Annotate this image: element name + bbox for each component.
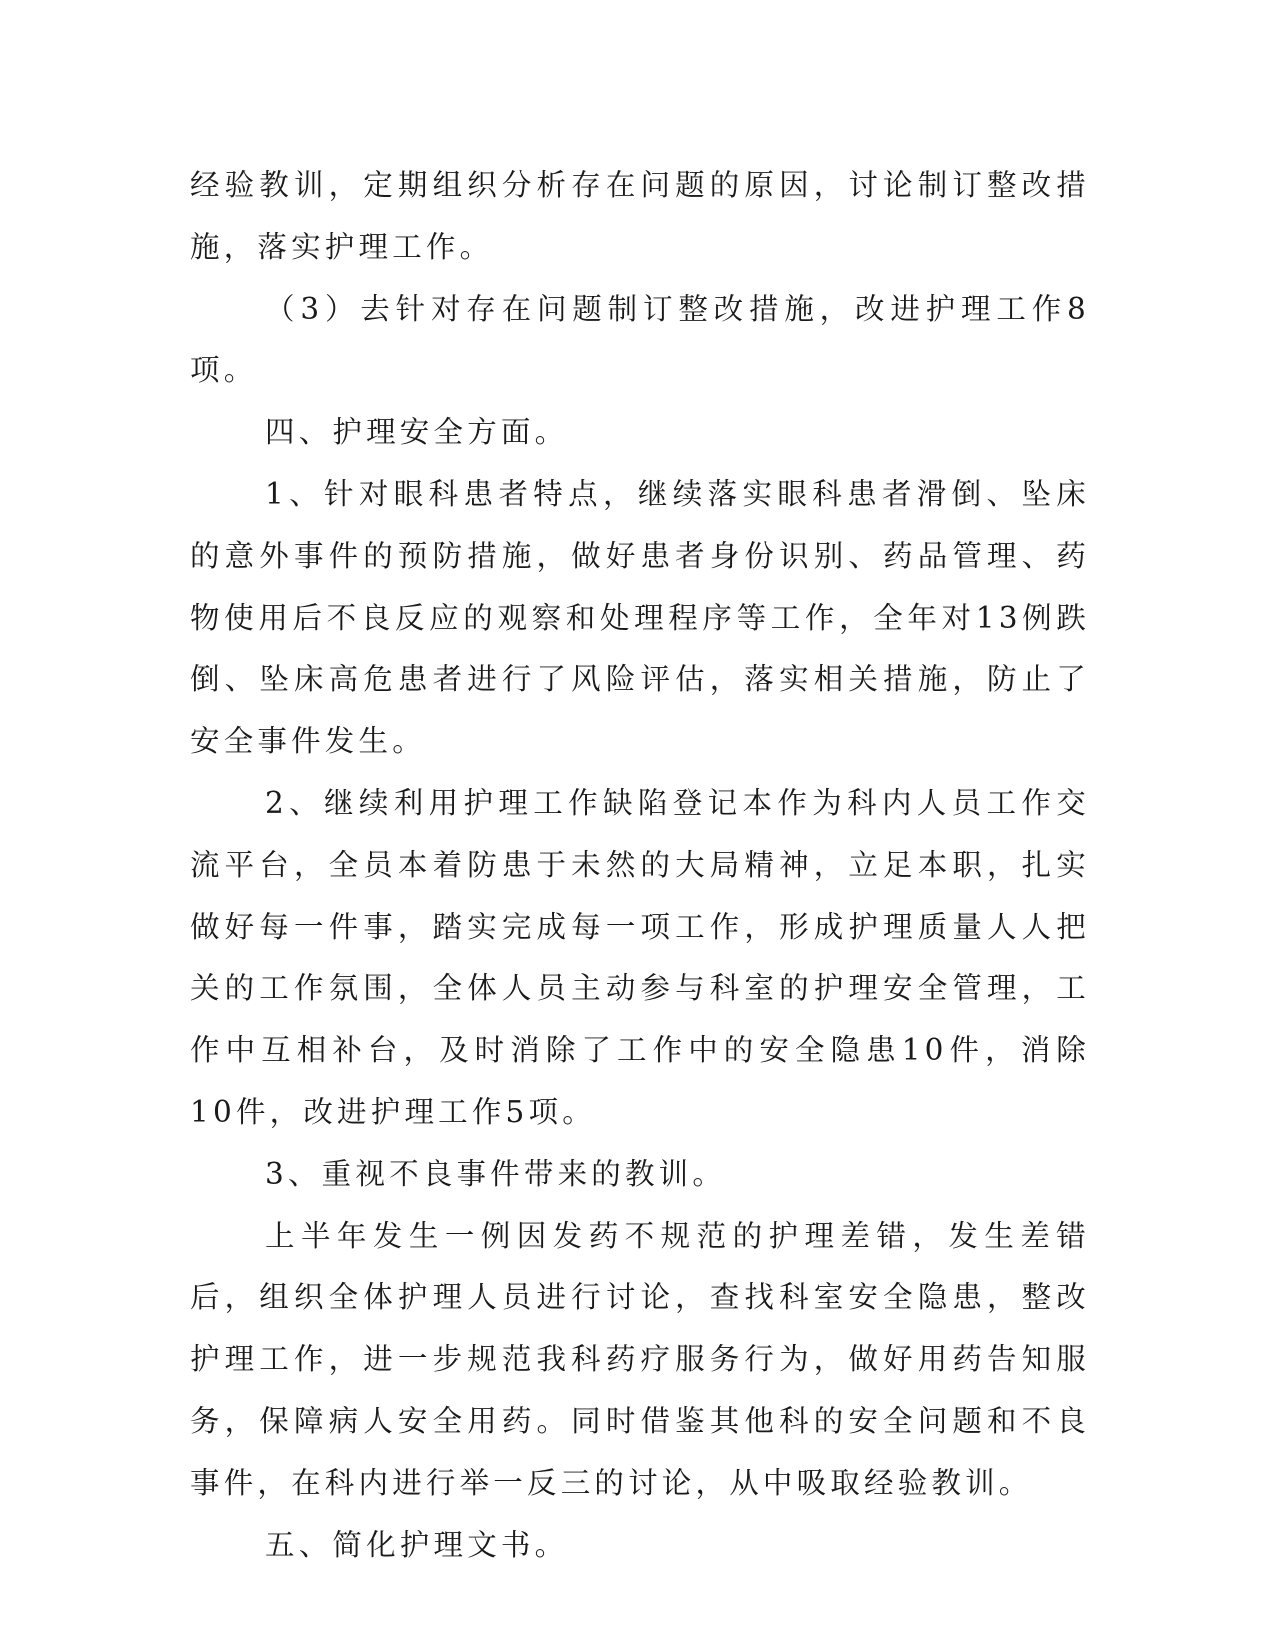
paragraph-safety-3: 3、重视不良事件带来的教训。 xyxy=(265,1156,727,1191)
paragraph-safety-1: 1、针对眼科患者特点，继续落实眼科患者滑倒、坠床的意外事件的预防措施，做好患者身份识别、药品管理、药物使用后不良反应的观察和处理程序等工作，全年对13例跌倒、坠床高危患者进行了风险评估，落实相关措施，防止了安全事件发生。 xyxy=(190,476,1090,759)
paragraph-safety-2: 2、继续利用护理工作缺陷登记本作为科内人员工作交流平台，全员本着防患于未然的大局精神，立足本职，扎实做好每一件事，踏实完成每一项工作，形成护理质量人人把关的工作氛围，全体人员主动参与科室的护理安全管理，工作中互相补台，及时消除了工作中的安全隐患10件，消除10件，改进护理工作5项。 xyxy=(190,785,1090,1129)
paragraph-incident: 上半年发生一例因发药不规范的护理差错，发生差错后，组织全体护理人员进行讨论，查找科室安全隐患，整改护理工作，进一步规范我科药疗服务行为，做好用药告知服务，保障病人安全用药。同时借鉴其他科的安全问题和不良事件，在科内进行举一反三的讨论，从中吸取经验教训。 xyxy=(190,1218,1090,1500)
section-heading-5: 五、简化护理文书。 xyxy=(265,1527,569,1562)
document-body xyxy=(190,155,1090,1576)
paragraph-item-3: （3）去针对存在问题制订整改措施，改进护理工作8项。 xyxy=(190,291,1090,388)
section-heading-4: 四、护理安全方面。 xyxy=(265,415,569,450)
paragraph-continuation: 经验教训，定期组织分析存在问题的原因，讨论制订整改措施，落实护理工作。 xyxy=(190,168,1090,264)
